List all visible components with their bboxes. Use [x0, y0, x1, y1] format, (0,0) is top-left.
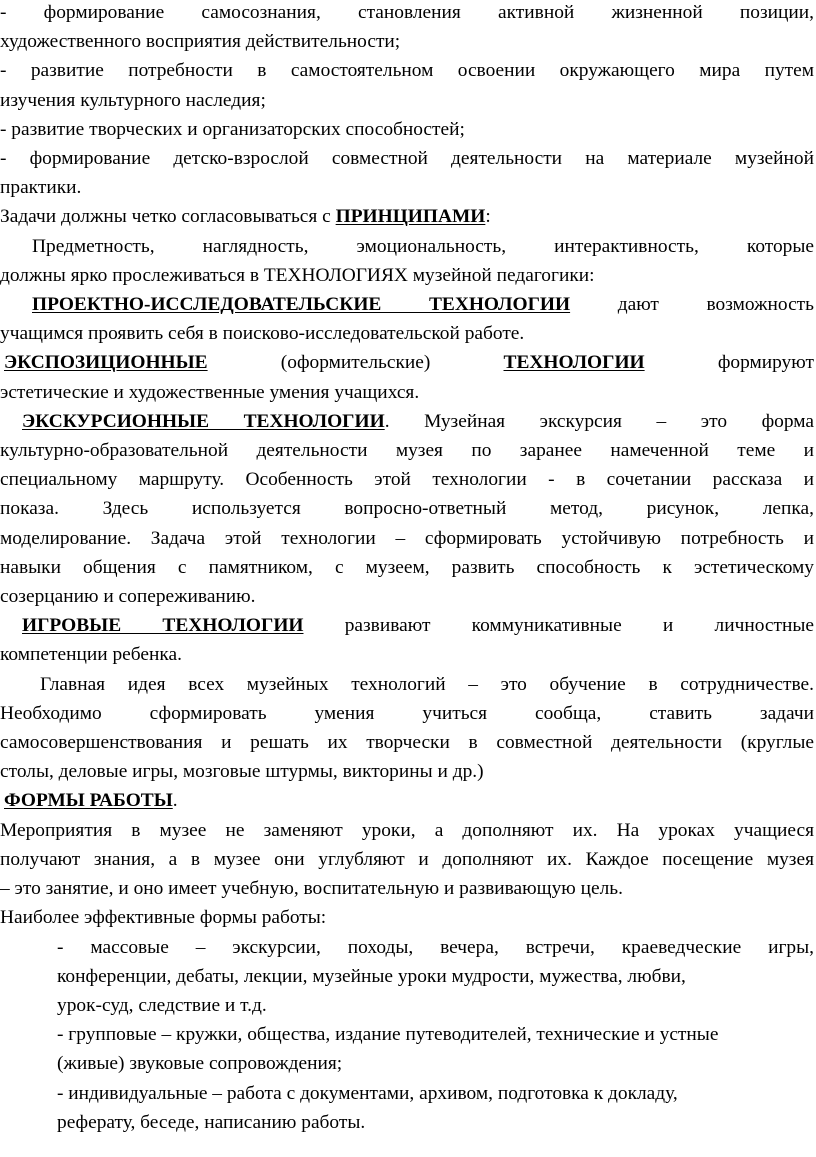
list-item-group: - групповые – кружки, общества, издание путеводителей, технические и устные: [57, 1024, 719, 1046]
games-paragraph: [0, 611, 814, 640]
main-idea-line: столы, деловые игры, мозговые штурмы, викторины и др.): [0, 761, 484, 783]
excursion-line: моделирование. Задача этой технологии – сформировать устойчивую потребность и: [0, 527, 814, 549]
exposition-paragraph: [0, 348, 814, 377]
forms-heading-line: [0, 786, 814, 815]
principles-line: Предметность, наглядность, эмоциональность, интерактивность, которые: [32, 235, 814, 257]
excursion-line: специальному маршруту. Особенность этой технологии - в сочетании рассказа и: [0, 469, 814, 491]
exposition-heading-2: ТЕХНОЛОГИИ: [503, 352, 645, 374]
list-item-mass: - массовые – экскурсии, походы, вечера, встречи, краеведческие игры,: [57, 936, 814, 958]
excursion-text: . Музейная экскурсия – это форма: [384, 410, 814, 432]
excursion-line: созерцанию и сопереживанию.: [0, 586, 256, 608]
list-item-group-cont: (живые) звуковые сопровождения;: [57, 1053, 343, 1075]
principles-prefix: Задачи должны четко согласовываться с: [0, 206, 336, 228]
forms-dot: .: [172, 790, 178, 812]
intro-line: художественного восприятия действительности;: [0, 31, 401, 53]
excursion-line: показа. Здесь используется вопросно-ответный метод, рисунок, лепка,: [0, 498, 814, 520]
games-text-line: компетенции ребенка.: [0, 644, 182, 666]
intro-line: - формирование самосознания, становления активной жизненной позиции,: [0, 2, 814, 23]
excursion-paragraph: [0, 407, 814, 436]
exposition-heading: ЭКСПОЗИЦИОННЫЕ: [4, 352, 208, 374]
intro-line: - развитие потребности в самостоятельном освоении окружающего мира путем: [0, 60, 814, 82]
forms-heading: ФОРМЫ РАБОТЫ: [4, 790, 173, 812]
list-item-mass-cont: урок-суд, следствие и т.д.: [57, 994, 267, 1016]
project-paragraph: [0, 290, 814, 319]
forms-line: Наиболее эффективные формы работы:: [0, 907, 327, 929]
principles-line: должны ярко прослеживаться в ТЕХНОЛОГИЯХ музейной педагогики:: [0, 264, 595, 286]
intro-line: - формирование детско-взрослой совместной деятельности на материале музейной: [0, 148, 814, 170]
excursion-line: навыки общения с памятником, с музеем, развить способность к эстетическому: [0, 556, 814, 578]
exposition-text: формируют: [717, 352, 814, 374]
intro-line: изучения культурного наследия;: [0, 89, 266, 111]
games-heading: ИГРОВЫЕ ТЕХНОЛОГИИ: [22, 615, 304, 637]
main-idea-line: самосовершенствования и решать их творчески в совместной деятельности (круглые: [0, 732, 814, 754]
excursion-line: культурно-образовательной деятельности музея по заранее намеченной теме и: [0, 440, 814, 462]
list-item-mass-cont: конференции, дебаты, лекции, музейные уроки мудрости, мужества, любви,: [57, 965, 686, 987]
project-heading: ПРОЕКТНО-ИССЛЕДОВАТЕЛЬСКИЕ ТЕХНОЛОГИИ: [32, 294, 571, 316]
intro-line: - развитие творческих и организаторских способностей;: [0, 118, 465, 140]
intro-line: практики.: [0, 177, 82, 199]
project-text-line: учащимся проявить себя в поисково-исследовательской работе.: [0, 323, 525, 345]
main-idea-line: Главная идея всех музейных технологий – это обучение в сотрудничестве.: [40, 673, 814, 695]
list-item-individual-cont: реферату, беседе, написанию работы.: [57, 1111, 366, 1133]
games-text: развивают коммуникативные и личностные: [303, 615, 814, 637]
list-item-individual: - индивидуальные – работа с документами, архивом, подготовка к докладу,: [57, 1082, 678, 1104]
forms-line: получают знания, а в музее они углубляют и дополняют их. Каждое посещение музея: [0, 848, 814, 870]
principles-heading: ПРИНЦИПАМИ: [335, 206, 486, 228]
principles-colon: :: [485, 206, 491, 228]
project-text: дают возможность: [570, 294, 815, 316]
exposition-text-line: эстетические и художественные умения учащихся.: [0, 381, 420, 403]
excursion-heading: ЭКСКУРСИОННЫЕ ТЕХНОЛОГИИ: [22, 410, 385, 432]
forms-line: Мероприятия в музее не заменяют уроки, а дополняют их. На уроках учащиеся: [0, 819, 814, 841]
principles-paragraph: [0, 202, 814, 231]
main-idea-line: Необходимо сформировать умения учиться сообща, ставить задачи: [0, 702, 814, 724]
forms-line: – это занятие, и оно имеет учебную, воспитательную и развивающую цель.: [0, 878, 623, 900]
exposition-middle: (оформительские): [280, 352, 431, 374]
